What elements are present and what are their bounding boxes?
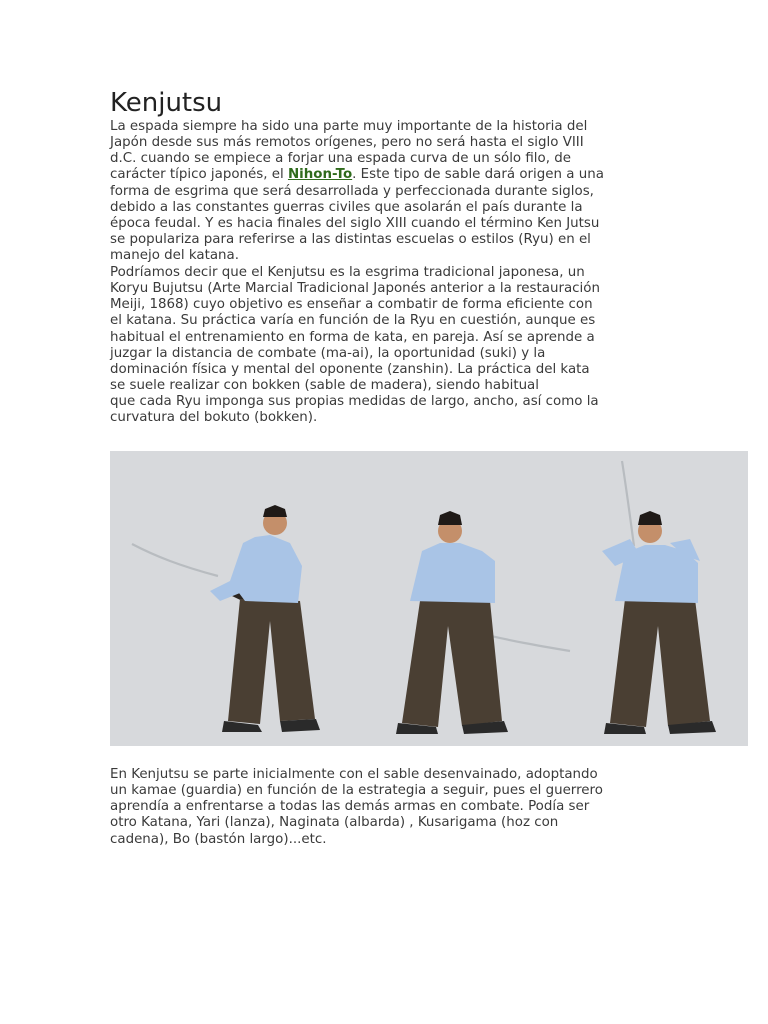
text-line: Koryu Bujutsu (Arte Marcial Tradicional Japonés anterior a la restauración bbox=[110, 281, 600, 297]
text-line: debido a las constantes guerras civiles que asolarán el país durante la bbox=[110, 199, 583, 215]
text-line: forma de esgrima que será desarrollada y perfeccionada durante siglos, bbox=[110, 183, 594, 199]
text-line: Podríamos decir que el Kenjutsu es la esgrima tradicional japonesa, un bbox=[110, 265, 585, 280]
text-line: curvatura del bokuto (bokken). bbox=[110, 410, 318, 426]
samurai-center-figure bbox=[396, 511, 570, 734]
text-line: habitual el entrenamiento en forma de kata, en pareja. Así se aprende a bbox=[110, 329, 595, 345]
text-line: Meiji, 1868) cuyo objetivo es enseñar a combatir de forma eficiente con bbox=[110, 297, 593, 313]
text-line: dominación física y mental del oponente (zanshin). La práctica del kata bbox=[110, 361, 590, 377]
text-line: época feudal. Y es hacia finales del siglo XIII cuando el término Ken Jutsu bbox=[110, 215, 600, 231]
paragraph-intro bbox=[110, 119, 670, 264]
article-title: Kenjutsu bbox=[110, 88, 223, 118]
three-samurai-kamae-illustration-icon bbox=[110, 451, 748, 746]
text-segment: carácter típico japonés, el bbox=[110, 167, 288, 183]
nihon-to-link[interactable]: Nihon-To bbox=[287, 167, 353, 183]
text-line: otro Katana, Yari (lanza), Naginata (albarda) , Kusarigama (hoz con bbox=[110, 815, 559, 831]
text-line: La espada siempre ha sido una parte muy importante de la historia del bbox=[110, 119, 588, 134]
text-line: un kamae (guardia) en función de la estrategia a seguir, pues el guerrero bbox=[110, 783, 603, 799]
samurai-illustration bbox=[110, 451, 748, 746]
text-line-with-link bbox=[110, 167, 670, 183]
samurai-right-figure bbox=[602, 461, 716, 734]
text-line: que cada Ryu imponga sus propias medidas de largo, ancho, así como la bbox=[110, 394, 599, 410]
text-line: manejo del katana. bbox=[110, 248, 239, 264]
text-line: cadena), Bo (bastón largo)...etc. bbox=[110, 831, 327, 847]
text-segment: . Este tipo de sable dará origen a una bbox=[352, 167, 604, 183]
text-line: juzgar la distancia de combate (ma-ai), la oportunidad (suki) y la bbox=[110, 345, 546, 361]
text-line: se populariza para referirse a las distintas escuelas o estilos (Ryu) en el bbox=[110, 232, 591, 248]
text-line: se suele realizar con bokken (sable de madera), siendo habitual bbox=[110, 378, 539, 394]
paragraph-kamae bbox=[110, 767, 670, 848]
samurai-left-figure bbox=[132, 505, 320, 732]
text-line: el katana. Su práctica varía en función de la Ryu en cuestión, aunque es bbox=[110, 313, 596, 329]
text-line: Japón desde sus más remotos orígenes, pero no será hasta el siglo VIII bbox=[110, 135, 584, 151]
text-line: En Kenjutsu se parte inicialmente con el sable desenvainado, adoptando bbox=[110, 767, 598, 782]
text-line: aprendía a enfrentarse a todas las demás armas en combate. Podía ser bbox=[110, 799, 590, 815]
paragraph-definition bbox=[110, 265, 670, 427]
text-line: d.C. cuando se empiece a forjar una espada curva de un sólo filo, de bbox=[110, 151, 571, 167]
